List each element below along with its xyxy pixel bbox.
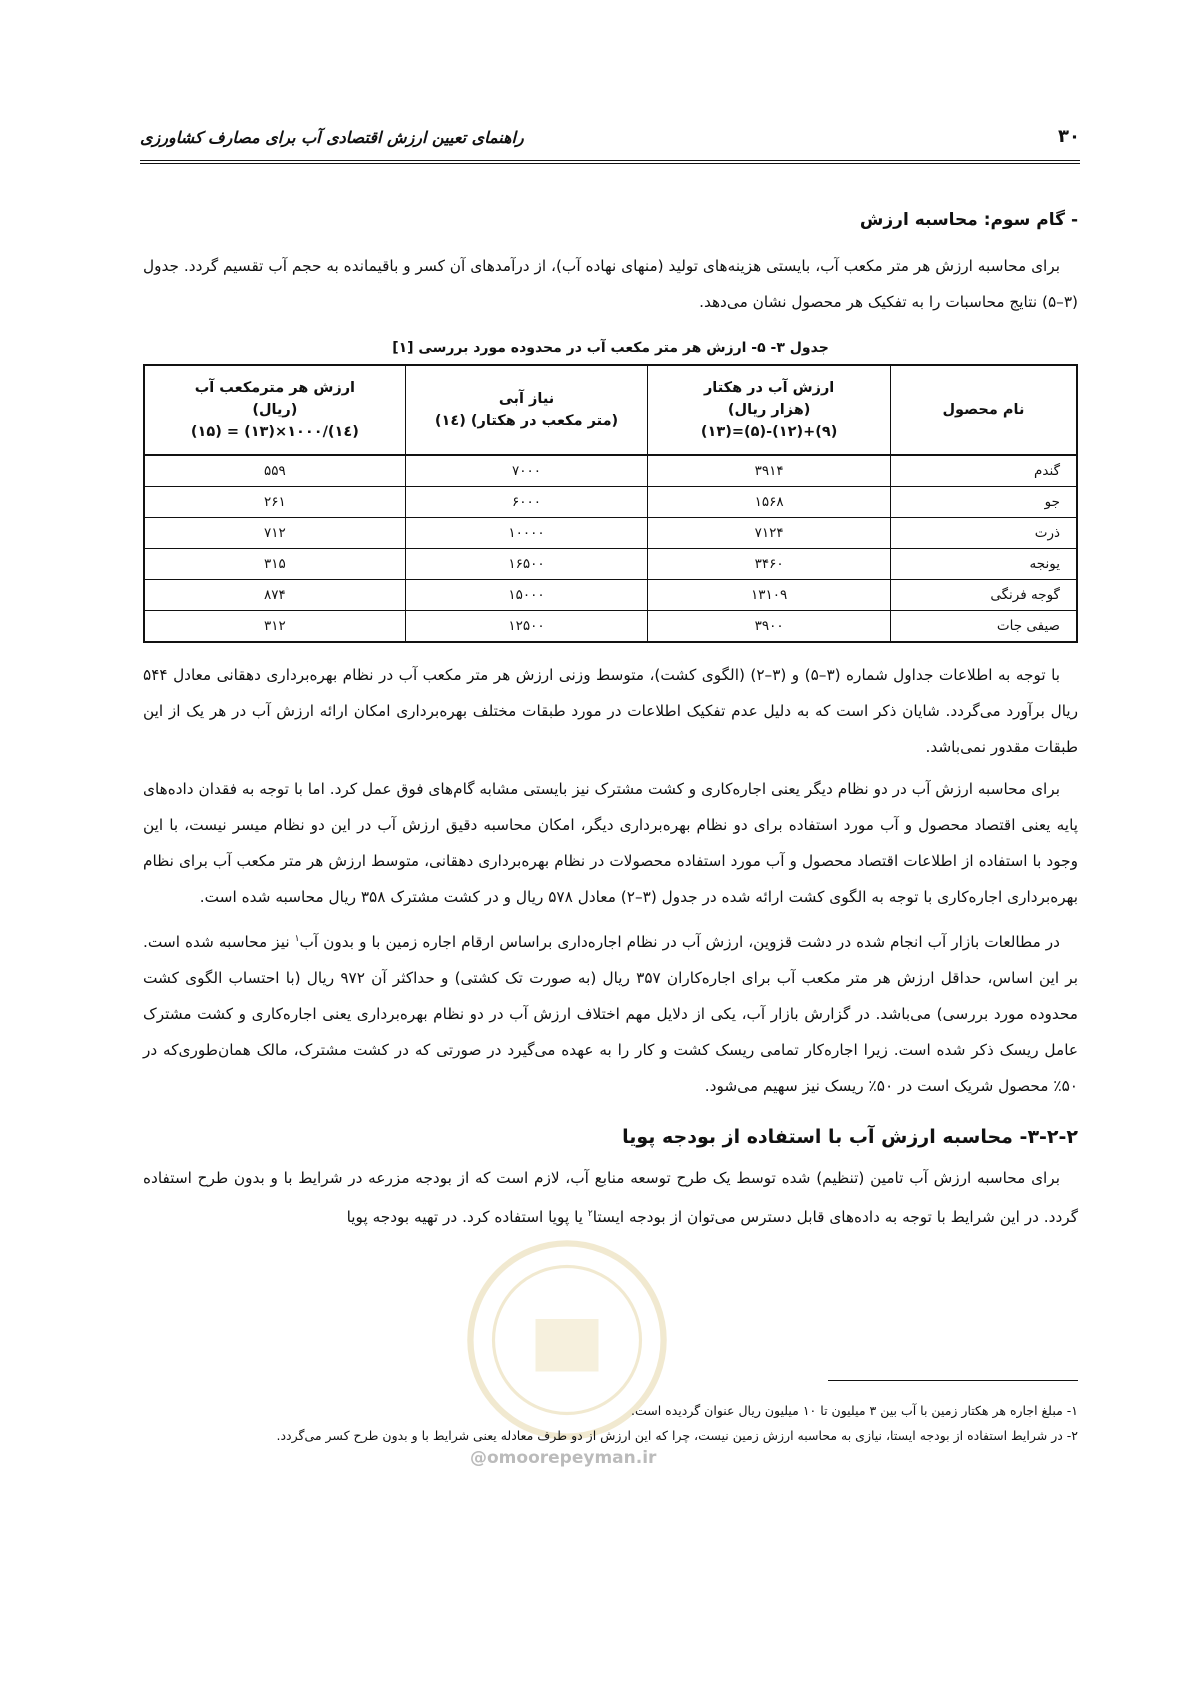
cell-water-value: ۱۳۱۰۹ <box>648 580 891 611</box>
step-heading: - گام سوم: محاسبه ارزش <box>859 210 1078 230</box>
header-line: نیاز آبی <box>498 391 555 407</box>
page-header <box>140 122 1080 164</box>
footnote-mark: ۲ <box>587 1209 593 1220</box>
table-row <box>144 487 1077 518</box>
seal-emblem <box>536 1319 599 1372</box>
footnote: ۲- در شرایط استفاده از بودجه ایستا، نیازی به محاسبه ارزش زمین نیست، چرا که این ارزش از دو طرف معادله یعنی شرایط با و بدون طرح کسر می‌گردد. <box>276 1428 1078 1443</box>
cell-water-requirement: ۱۰۰۰۰ <box>405 518 648 549</box>
cell-product: جو <box>890 487 1077 518</box>
table-row <box>144 580 1077 611</box>
table-header-row <box>144 365 1077 455</box>
table-row <box>144 455 1077 487</box>
paragraph-text: یا پویا استفاده کرد. در تهیه بودجه پویا <box>346 1208 588 1227</box>
table-row <box>144 611 1077 643</box>
page-body <box>143 210 1078 1235</box>
cell-water-value: ۷۱۲۴ <box>648 518 891 549</box>
cell-product: گوجه فرنگی <box>890 580 1077 611</box>
cell-value-per-m3: ۵۵۹ <box>144 455 405 487</box>
cell-water-value: ۳۹۱۴ <box>648 455 891 487</box>
cell-value-per-m3: ۳۱۵ <box>144 549 405 580</box>
cell-water-requirement: ۱۵۰۰۰ <box>405 580 648 611</box>
cell-product: صیفی جات <box>890 611 1077 643</box>
cell-value-per-m3: ۷۱۲ <box>144 518 405 549</box>
cell-water-requirement: ۱۲۵۰۰ <box>405 611 648 643</box>
header-line: ارزش هر مترمکعب آب <box>194 380 356 396</box>
cell-value-per-m3: ۸۷۴ <box>144 580 405 611</box>
table-row <box>144 518 1077 549</box>
cell-value-per-m3: ۲۶۱ <box>144 487 405 518</box>
paragraph-text: در مطالعات بازار آب انجام شده در دشت قزوین، ارزش آب در نظام اجاره‌داری براساس ارقام اجاره زمین با و بدون آب <box>299 933 1060 952</box>
water-value-table <box>143 364 1078 643</box>
body-paragraph <box>143 1160 1078 1235</box>
cell-value-per-m3: ۳۱۲ <box>144 611 405 643</box>
header-water-requirement <box>405 365 648 455</box>
cell-water-requirement: ۷۰۰۰ <box>405 455 648 487</box>
cell-water-value: ۱۵۶۸ <box>648 487 891 518</box>
cell-product: ذرت <box>890 518 1077 549</box>
header-line: (۱٤)/۱۰۰۰×(۱۳) = (۱۵) <box>190 424 359 440</box>
header-line: (ریال) <box>252 402 298 418</box>
cell-water-requirement: ۶۰۰۰ <box>405 487 648 518</box>
step-paragraph: برای محاسبه ارزش هر متر مکعب آب، بایستی هزینه‌های تولید (منهای نهاده آب)، از درآمدهای آن کسر و باقیمانده به حجم آب تقسیم گردد. جدول (۳–۵) نتایج محاسبات را به تفکیک هر محصول نشان می‌دهد. <box>143 257 1078 311</box>
cell-water-value: ۳۴۶۰ <box>648 549 891 580</box>
header-line: ارزش آب در هکتار <box>703 380 835 396</box>
paragraph-text: برای محاسبه ارزش آب تامین (تنظیم) شده توسط یک طرح توسعه منابع آب، لازم است که از بودجه مزرعه در شرایط با و بدون طرح استفاده گردد. در این شرایط با توجه به داده‌های قابل دسترس می‌توان از بودجه ایستا <box>143 1169 1078 1227</box>
table-caption: جدول ۳- ۵- ارزش هر متر مکعب آب در محدوده مورد بررسی [۱] <box>392 340 829 356</box>
footnote: ۱- مبلغ اجاره هر هکتار زمین با آب بین ۳ میلیون تا ۱۰ میلیون ریال عنوان گردیده است. <box>631 1403 1078 1418</box>
paragraph-text: نیز محاسبه شده است. بر این اساس، حداقل ارزش هر متر مکعب آب برای اجاره‌کاران ۳۵۷ ریال (به صورت تک کشتی) و حداکثر آن ۹۷۲ ریال (با احتساب الگوی کشت محدوده مورد بررسی) می‌باشد. در گزارش بازار آب، یکی از دلایل مهم اختلاف ارزش آب در دو نظام بهره‌برداری یعنی اجاره‌کاری و کشت مشترک عامل ریسک ذکر شده است. زیرا اجاره‌کار تمامی ریسک کشت و کار را به عهده می‌گیرد در صورتی که در کشت مشترک، مالک همان‌طوری‌که در ۵۰٪ محصول شریک است در ۵۰٪ ریسک نیز سهیم می‌شود. <box>143 933 1078 1096</box>
cell-water-requirement: ۱۶۵۰۰ <box>405 549 648 580</box>
footnote-mark: ۱ <box>294 934 300 944</box>
header-value-per-cubic-meter <box>144 365 405 455</box>
header-line: (متر مکعب در هکتار) (۱٤) <box>434 413 619 429</box>
body-paragraph <box>143 921 1078 1104</box>
cell-product: گندم <box>890 455 1077 487</box>
cell-product: یونجه <box>890 549 1077 580</box>
body-paragraph: برای محاسبه ارزش آب در دو نظام دیگر یعنی اجاره‌کاری و کشت مشترک نیز بایستی مشابه گام‌های فوق عمل کرد. اما با توجه به فقدان داده‌های پایه یعنی اقتصاد محصول و آب مورد استفاده برای دو نظام بهره‌برداری دیگر، امکان محاسبه دقیق ارزش آب در این دو نظام میسر نیست، با این وجود با استفاده از اطلاعات اقتصاد محصول و آب مورد استفاده محصولات در نظام بهره‌برداری دهقانی، متوسط ارزش هر متر مکعب آب برای نظام بهره‌برداری اجاره‌کاری با توجه به الگوی کشت ارائه شده در جدول (۳–۲) معادل ۵۷۸ ریال و در کشت مشترک ۳۵۸ ریال محاسبه شده است. <box>143 780 1078 906</box>
header-product-name: نام محصول <box>890 365 1077 455</box>
body-paragraph: با توجه به اطلاعات جداول شماره (۳–۵) و (۳–۲) (الگوی کشت)، متوسط وزنی ارزش هر متر مکعب آب در نظام بهره‌برداری دهقانی معادل ۵۴۴ ریال برآورد می‌گردد. شایان ذکر است که به دلیل عدم تفکیک اطلاعات در مورد طبقات مختلف بهره‌برداری امکان ارائه ارزش آب در هر یک از این طبقات مقدور نمی‌باشد. <box>143 666 1078 756</box>
footnote-divider <box>828 1380 1078 1381</box>
section-heading: ۳-۲-۲- محاسبه ارزش آب با استفاده از بودجه پویا <box>622 1126 1078 1149</box>
watermark-text: @omoorepeyman.ir <box>470 1448 657 1468</box>
header-line: (۹)+(۱۲)-(۵)=(۱۳) <box>700 424 838 440</box>
running-title: راهنمای تعیین ارزش اقتصادی آب برای مصارف کشاورزی <box>140 128 524 147</box>
footnotes <box>143 1398 1078 1448</box>
table-row <box>144 549 1077 580</box>
header-line: (هزار ریال) <box>727 402 811 418</box>
page-number: ۳۰ <box>1058 126 1080 147</box>
header-water-value-per-hectare <box>648 365 891 455</box>
cell-water-value: ۳۹۰۰ <box>648 611 891 643</box>
